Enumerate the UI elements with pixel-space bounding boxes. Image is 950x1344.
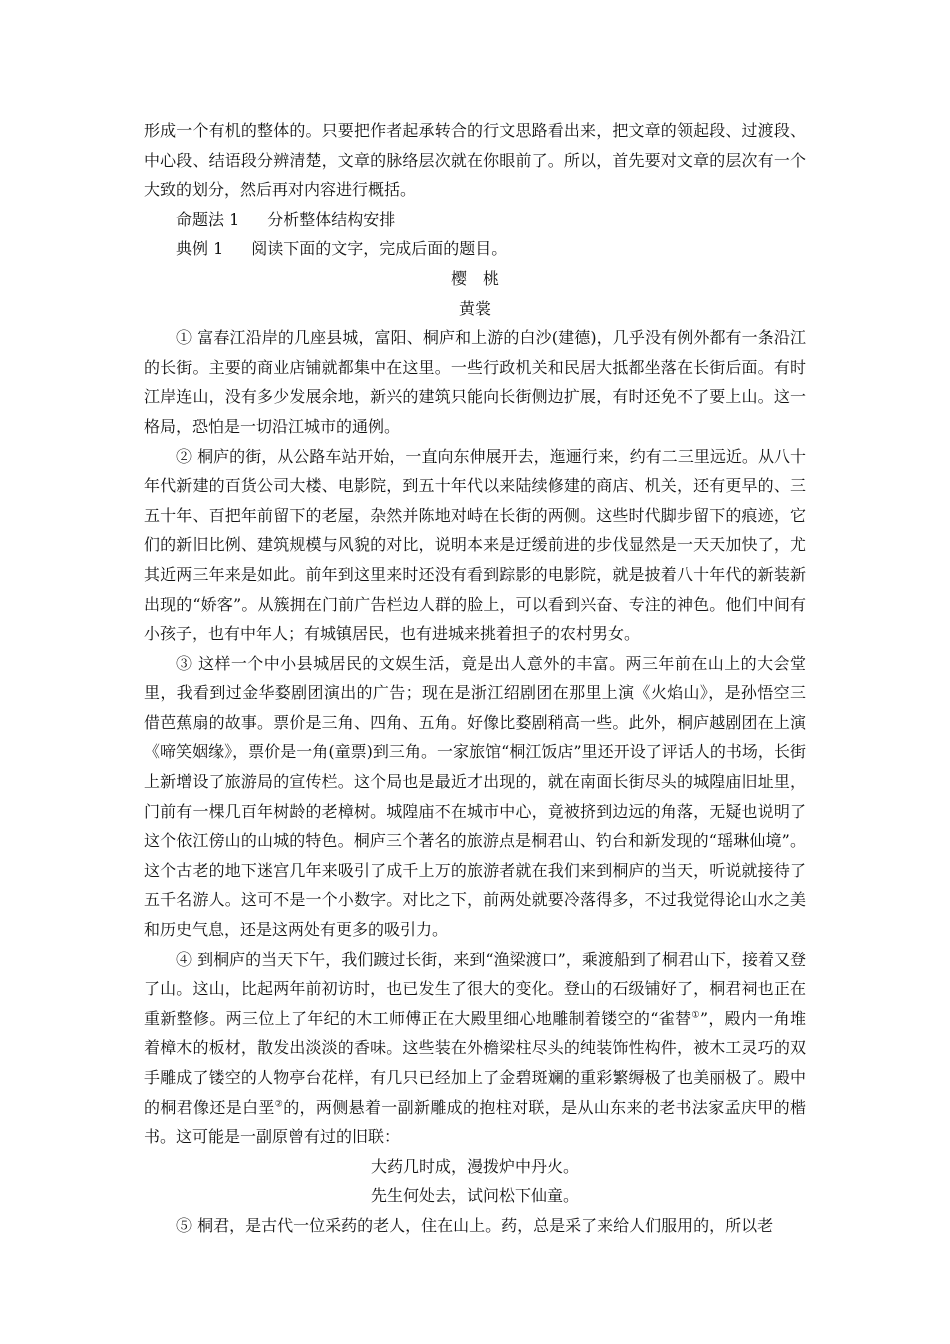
paragraph-1: ① 富春江沿岸的几座县城，富阳、桐庐和上游的白沙(建德)，几乎没有例外都有一条沿江的长街。主要的商业店铺就都集中在这里。一些行政机关和民居大抵都坐落在长街后面。有时江岸连山，没有多少发展余地，新兴的建筑只能向长街侧边扩展，有时还免不了要上山。这一格局，恐怕是一切沿江城市的通例。 [144,328,806,436]
example-label: 典例 1 [176,239,224,259]
method-heading [144,205,806,235]
article-title: 樱桃 [450,268,515,288]
paragraph-4-part-b: ”，殿内一角堆着樟木的板材，散发出淡淡的香味。这些装在外檐梁柱尽头的纯装饰性构件，被木工灵巧的双手雕成了镂空的人物亭台花样，有几只已经加上了金碧斑斓的重彩繁缛极了也美丽极了。殿中的桐君像还是白垩 [144,1008,806,1117]
method-label: 命题法 1 [176,209,240,229]
paragraph-2: ② 桐庐的街，从公路车站开始，一直向东伸展开去，迤逦行来，约有二三里远近。从八十年代新建的百货公司大楼、电影院，到五十年代以来陆续修建的商店、机关，还有更早的、三五十年、百把年前留下的老屋，杂然并陈地对峙在长街的两侧。这些时代脚步留下的痕迹，它们的新旧比例、建筑规模与风貌的对比，说明本来是迂缓前进的步伐显然是一天天加快了，尤其近两三年来是如此。前年到这里来时还没有看到踪影的电影院，就是披着八十年代的新装新出现的“娇客”。从簇拥在门前广告栏边人群的脸上，可以看到兴奋、专注的神色。他们中间有小孩子，也有中年人；有城镇居民，也有进城来挑着担子的农村男女。 [144,446,806,644]
paragraph-4 [144,945,806,1152]
couplet-line-1: 大药几时成，漫拨炉中丹火。 [370,1156,579,1176]
couplet-line-2: 先生何处去，试问松下仙童。 [370,1186,579,1206]
footnote-marker-1: ① [691,1010,700,1021]
paragraph-5: ⑤ 桐君，是古代一位采药的老人，住在山上。药，总是采了来给人们服用的，所以老 [176,1215,774,1235]
paragraph-4-part-c: 的，两侧悬着一副新雕成的抱柱对联，是从山东来的老书法家孟庆甲的楷书。这可能是一副原曾有过的旧联： [144,1097,806,1147]
paragraph-3: ③ 这样一个中小县城居民的文娱生活，竟是出人意外的丰富。两三年前在山上的大会堂里，我看到过金华婺剧团演出的广告；现在是浙江绍剧团在那里上演《火焰山》，是孙悟空三借芭蕉扇的故事。票价是三角、四角、五角。好像比婺剧稍高一些。此外，桐庐越剧团在上演《啼笑姻缘》，票价是一角(童票)到三角。一家旅馆“桐江饭店”里还开设了评话人的书场，长街上新增设了旅游局的宣传栏。这个局也是最近才出现的，就在南面长街尽头的城隍庙旧址里，门前有一棵几百年树龄的老樟树。城隍庙不在城市中心，竟被挤到边远的角落，无疑也说明了这个依江傍山的山城的特色。桐庐三个著名的旅游点是桐君山、钓台和新发现的“瑶琳仙境”。这个古老的地下迷宫几年来吸引了成千上万的旅游者就在我们来到桐庐的当天，听说就接待了五千名游人。这可不是一个小数字。对比之下，前两处就要冷落得多，不过我觉得论山水之美和历史气息，还是这两处有更多的吸引力。 [144,653,806,940]
document-page [144,116,806,1241]
method-text: 分析整体结构安排 [267,209,396,229]
example-text: 阅读下面的文字，完成后面的题目。 [251,239,508,259]
article-author: 黄裳 [458,298,491,318]
intro-paragraph: 形成一个有机的整体的。只要把作者起承转合的行文思路看出来，把文章的领起段、过渡段、中心段、结语段分辨清楚，文章的脉络层次就在你眼前了。所以，首先要对文章的层次有一个大致的划分，然后再对内容进行概括。 [144,121,806,200]
paragraph-4-part-a: ④ 到桐庐的当天下午，我们踱过长街，来到“渔梁渡口”，乘渡船到了桐君山下，接着又登了山。这山，比起两年前初访时，也已发生了很大的变化。登山的石级铺好了，桐君祠也正在重新整修。两三位上了年纪的木工师傅正在大殿里细心地雕制着镂空的“雀替 [144,949,806,1028]
footnote-marker-2: ② [274,1099,284,1110]
example-heading [144,234,806,264]
